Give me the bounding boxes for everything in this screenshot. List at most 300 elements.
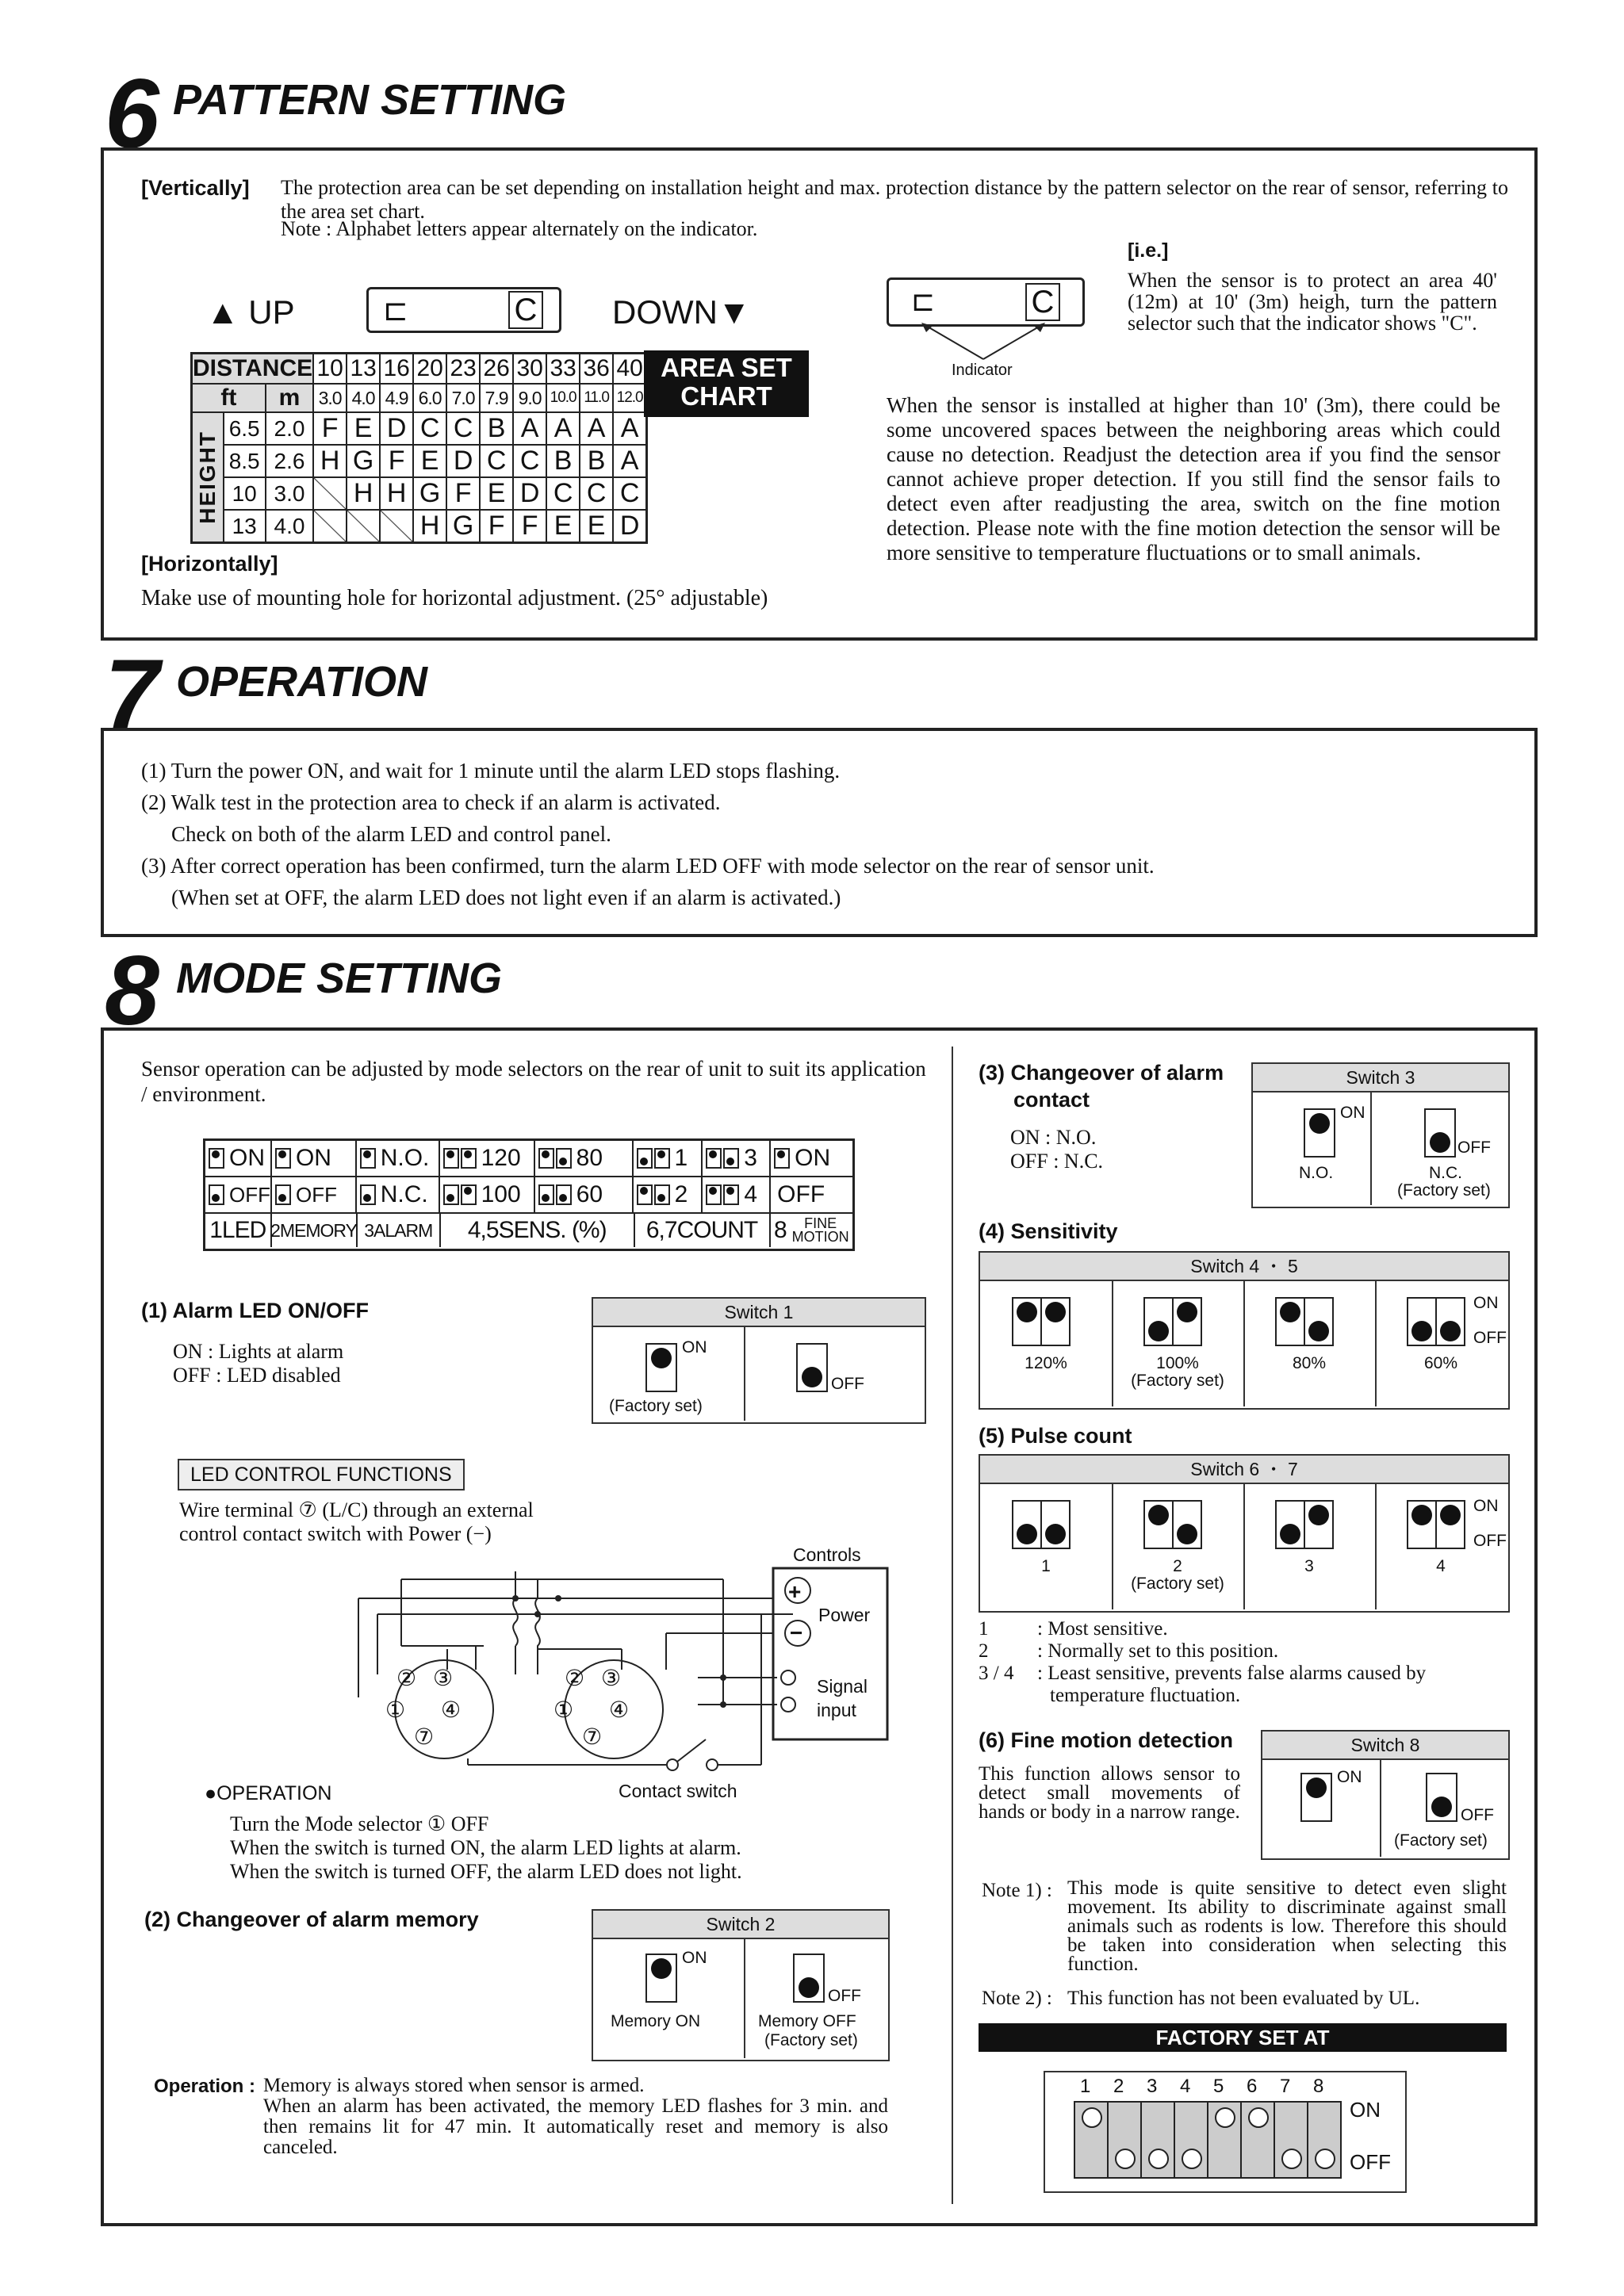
pattern-cell: G: [347, 445, 380, 477]
alarm-led-on-desc: ON : Lights at alarm: [173, 1340, 344, 1363]
switch-divider: [1380, 1760, 1381, 1857]
switch-option-label: 100%: [1156, 1354, 1199, 1372]
mini-switch-icon: [637, 1148, 653, 1169]
distance-m-cell: 4.0: [347, 384, 380, 412]
dip-knob: [651, 1958, 672, 1979]
dip-knob: [1280, 1302, 1300, 1322]
plus-icon: +: [788, 1579, 802, 1604]
mode-label: 6,7COUNT: [645, 1217, 758, 1243]
distance-m-cell: 9.0: [513, 384, 546, 412]
pattern-cell: E: [546, 510, 580, 543]
area-set-table: [190, 352, 648, 544]
switch-8-header: Switch 8: [1262, 1732, 1508, 1760]
switch-divider: [1370, 1093, 1372, 1205]
distance-ft-cell: 16: [380, 354, 413, 385]
contact-switch-label: Contact switch: [619, 1781, 737, 1801]
dip-knob: [1430, 1132, 1450, 1153]
switch-divider: [1243, 1484, 1245, 1609]
factory-set-label: (Factory set): [1131, 1575, 1224, 1593]
dip-split: [1304, 1299, 1305, 1345]
mini-switch-icon: [556, 1184, 572, 1205]
factory-switch-knob: [1182, 2149, 1202, 2169]
factory-switch: [1174, 2101, 1208, 2179]
factory-switch: [1274, 2101, 1308, 2179]
dip-knob: [1308, 1321, 1329, 1341]
mode-cell: [205, 1177, 272, 1212]
mini-switch-icon: [723, 1148, 739, 1169]
mode-label: 4,5SENS. (%): [467, 1217, 607, 1243]
power-label: Power: [818, 1605, 871, 1625]
dual-dip-switch: [1407, 1500, 1465, 1549]
indicator-display: [887, 277, 1085, 327]
dual-dip-switch: [1275, 1297, 1334, 1346]
dip-knob: [1017, 1302, 1037, 1322]
pattern-cell: F: [380, 445, 413, 477]
sensitivity-title: (4) Sensitivity: [979, 1219, 1118, 1243]
area-set-chart: [190, 352, 648, 544]
up-label: ▲ UP: [206, 293, 295, 331]
switch-divider: [1375, 1281, 1377, 1406]
section-number: 8: [105, 936, 156, 1046]
mode-cell: [205, 1141, 272, 1176]
pattern-cell: C: [580, 477, 613, 510]
factory-switch-knob: [1082, 2107, 1102, 2128]
mini-switch-icon: [275, 1184, 291, 1205]
mode-cell: [535, 1177, 634, 1212]
distance-ft-cell: 36: [580, 354, 613, 385]
dip-switch-8-off: [1426, 1773, 1457, 1822]
mini-switch-icon: [538, 1184, 554, 1205]
ft-header: ft: [192, 384, 266, 412]
mode-cell-value: 80: [576, 1145, 603, 1171]
pattern-cell: C: [446, 412, 480, 445]
factory-switch-number: 3: [1147, 2076, 1158, 2097]
factory-switch-knob: [1148, 2149, 1169, 2169]
operation-line-3: Check on both of the alarm LED and control panel.: [171, 822, 611, 846]
pulse-note-val-3: : Least sensitive, prevents false alarms caused by: [1037, 1663, 1427, 1684]
mini-switch-icon: [275, 1148, 291, 1169]
alarm-contact-title-1: (3) Changeover of alarm: [979, 1061, 1224, 1085]
dual-dip-switch: [1275, 1500, 1334, 1549]
factory-switch-number: 2: [1113, 2076, 1124, 2097]
dual-dip-switch: [1012, 1500, 1071, 1549]
switch-divider: [744, 1939, 745, 2058]
distance-m-cell: 10.0: [546, 384, 580, 412]
mini-switch-icon: [706, 1184, 722, 1205]
vertically-label: [Vertically]: [141, 176, 250, 200]
controls-label: Controls: [793, 1544, 861, 1565]
motion-label: MOTION: [791, 1229, 849, 1245]
dip-switch-3-off: [1424, 1108, 1456, 1158]
off-label: OFF: [1457, 1138, 1491, 1157]
dual-dip-switch: [1143, 1500, 1202, 1549]
mode-cell-value: N.C.: [380, 1181, 428, 1207]
operation-line-2: (2) Walk test in the protection area to check if an alarm is activated.: [141, 790, 721, 814]
pattern-cell: F: [480, 510, 513, 543]
operation-heading: ●OPERATION: [205, 1782, 332, 1804]
distance-ft-cell: 23: [446, 354, 480, 385]
distance-ft-cell: 33: [546, 354, 580, 385]
mode-function-cell: [358, 1214, 441, 1247]
factory-switch: [1307, 2101, 1342, 2179]
on-label: ON: [682, 1949, 707, 1967]
dip-switch-3-on: [1304, 1108, 1335, 1158]
terminal-1: ①: [553, 1697, 574, 1722]
mode-cell-value: 100: [481, 1181, 521, 1207]
terminal-7: ⑦: [582, 1724, 603, 1749]
dip-knob: [1411, 1505, 1432, 1525]
factory-switch-knob: [1115, 2149, 1136, 2169]
factory-switch: [1240, 2101, 1275, 2179]
dip-knob: [802, 1367, 822, 1387]
switch-45-box: [979, 1251, 1510, 1410]
distance-m-cell: 7.9: [480, 384, 513, 412]
mode-intro: Sensor operation can be adjusted by mode selectors on the rear of unit to suit its application / environment.: [141, 1057, 926, 1106]
pattern-cell: B: [580, 445, 613, 477]
pattern-cell: B: [480, 412, 513, 445]
factory-on-label: ON: [1350, 2098, 1381, 2122]
dip-knob: [1148, 1321, 1169, 1341]
pattern-cell: G: [413, 477, 446, 510]
dip-split: [1304, 1502, 1305, 1548]
switch-divider: [744, 1327, 745, 1421]
mini-switch-icon: [209, 1184, 224, 1205]
off-label: OFF: [1473, 1532, 1507, 1550]
pulse-note-val-2: : Normally set to this position.: [1037, 1640, 1279, 1662]
switch-2-box: [592, 1909, 890, 2061]
pattern-cell: A: [613, 412, 647, 445]
horizontally-text: Make use of mounting hole for horizontal adjustment. (25° adjustable): [141, 586, 768, 610]
switch-option-label: 80%: [1292, 1354, 1327, 1372]
height-m-cell: 3.0: [266, 477, 313, 510]
ie-label: [i.e.]: [1128, 239, 1169, 262]
dip-knob: [1440, 1505, 1461, 1525]
switch-2-header: Switch 2: [593, 1911, 888, 1939]
factory-switch-number: 4: [1180, 2076, 1191, 2097]
operation-line-5: (When set at OFF, the alarm LED does not light even if an alarm is activated.): [171, 886, 841, 909]
distance-m-cell: 3.0: [313, 384, 347, 412]
factory-set-label: (Factory set): [609, 1397, 703, 1415]
led-control-text-1: Wire terminal ⑦ (L/C) through an external: [179, 1498, 534, 1521]
dip-split: [1172, 1502, 1174, 1548]
fine-motion-text: This function allows sensor to detect small movements of hands or body in a narrow range.: [979, 1763, 1240, 1823]
indicator-arrows: [887, 321, 1080, 361]
distance-ft-cell: 10: [313, 354, 347, 385]
distance-m-cell: 7.0: [446, 384, 480, 412]
height-ft-cell: 10: [224, 477, 266, 510]
alarm-contact-off-desc: OFF : N.C.: [1010, 1150, 1104, 1173]
mini-switch-icon: [706, 1148, 722, 1169]
note-2-text: This function has not been evaluated by UL.: [1067, 1988, 1420, 2009]
mini-switch-icon: [443, 1148, 459, 1169]
pattern-cell: C: [513, 445, 546, 477]
terminal-4: ④: [609, 1697, 630, 1722]
mini-switch-icon: [774, 1148, 790, 1169]
mode-cell: [703, 1141, 771, 1176]
m-header: m: [266, 384, 313, 412]
pattern-cell: F: [513, 510, 546, 543]
mini-switch-icon: [461, 1148, 477, 1169]
factory-switch-number: 5: [1213, 2076, 1224, 2097]
mode-cell: [634, 1141, 703, 1176]
mini-switch-icon: [637, 1184, 653, 1205]
switch-3-header: Switch 3: [1253, 1064, 1508, 1093]
terminal-2: ②: [396, 1666, 417, 1690]
switch-3-box: [1251, 1062, 1510, 1208]
factory-switch: [1074, 2101, 1109, 2179]
alarm-memory-title: (2) Changeover of alarm memory: [144, 1908, 479, 1931]
pattern-cell: G: [446, 510, 480, 543]
height-m-cell: 4.0: [266, 510, 313, 543]
area-set-line1: AREA SET: [661, 353, 792, 382]
switch-45-header: Switch 4 ・ 5: [980, 1253, 1508, 1281]
pattern-cell: H: [347, 477, 380, 510]
off-label: OFF: [828, 1987, 861, 2005]
nc-label: N.C.: [1429, 1164, 1462, 1182]
mode-cell-value: 2: [674, 1181, 688, 1207]
factory-switch-knob: [1281, 2149, 1302, 2169]
terminal-1: ①: [385, 1697, 406, 1722]
on-label: ON: [1473, 1294, 1499, 1312]
pattern-cell: C: [413, 412, 446, 445]
pulse-note-key-3: 3 / 4: [979, 1663, 1014, 1684]
terminal-3: ③: [601, 1666, 622, 1690]
mini-switch-icon: [360, 1184, 376, 1205]
operation-line-1: (1) Turn the power ON, and wait for 1 minute until the alarm LED stops flashing.: [141, 759, 841, 783]
distance-m-cell: 4.9: [380, 384, 413, 412]
alarm-contact-title-2: contact: [1013, 1088, 1090, 1112]
pulse-note-key-2: 2: [979, 1640, 989, 1662]
pattern-cell: D: [613, 510, 647, 543]
factory-set-box: [1044, 2071, 1407, 2193]
section-title: OPERATION: [176, 658, 428, 706]
dip-switch-8-on: [1300, 1773, 1332, 1822]
distance-m-cell: 11.0: [580, 384, 613, 412]
mode-cell-value: ON: [295, 1145, 331, 1171]
pattern-cell: E: [413, 445, 446, 477]
pulse-note-key-1: 1: [979, 1618, 989, 1640]
mode-cell: [357, 1177, 440, 1212]
empty-cell: [313, 477, 347, 510]
terminal-4: ④: [441, 1697, 462, 1722]
empty-cell: [313, 510, 347, 543]
pulse-note-cont: temperature fluctuation.: [1050, 1685, 1241, 1706]
height-ft-cell: 8.5: [224, 445, 266, 477]
terminal-3: ③: [433, 1666, 454, 1690]
mini-switch-icon: [461, 1184, 477, 1205]
mode-function-cell: [771, 1214, 852, 1247]
distance-ft-cell: 20: [413, 354, 446, 385]
switch-67-box: [979, 1454, 1510, 1613]
factory-switch-number: 6: [1247, 2076, 1258, 2097]
switch-option-label: 3: [1304, 1557, 1314, 1575]
mode-label: 2MEMORY: [270, 1219, 357, 1241]
pattern-cell: E: [480, 477, 513, 510]
high-install-text: When the sensor is installed at higher than 10' (3m), there could be some uncovered spaces between the neighboring areas which could cause no detection. Readjust the detection area if you find the sensor cannot achieve proper detection. If you still find the sensor fails to detect even after readjusting the area, switch on the fine motion detection. Please note with the fine motion detection the sensor will be more sensitive to temperature fluctuations or to small animals.: [887, 393, 1500, 564]
memory-operation-label: Operation :: [154, 2076, 256, 2097]
dip-split: [1435, 1299, 1437, 1345]
alarm-contact-on-desc: ON : N.O.: [1010, 1126, 1097, 1149]
dip-knob: [1309, 1113, 1330, 1134]
fine-motion-title: (6) Fine motion detection: [979, 1728, 1233, 1752]
pattern-cell: F: [446, 477, 480, 510]
pattern-cell: B: [546, 445, 580, 477]
mode-function-cell: [205, 1214, 272, 1247]
dip-knob: [1431, 1797, 1452, 1817]
dip-switch-2-off: [793, 1954, 825, 2003]
section-title: PATTERN SETTING: [173, 76, 566, 124]
off-label: OFF: [831, 1375, 864, 1393]
memory-operation-text-1: Memory is always stored when sensor is armed.: [263, 2075, 645, 2096]
factory-switch: [1140, 2101, 1175, 2179]
distance-ft-cell: 40: [613, 354, 647, 385]
switch-option-label: 4: [1436, 1557, 1446, 1575]
mode-cell: [771, 1177, 852, 1212]
dip-knob: [1280, 1524, 1300, 1544]
distance-m-cell: 12.0: [613, 384, 647, 412]
switch-1-box: [592, 1297, 926, 1424]
off-label: OFF: [1473, 1329, 1507, 1347]
signal-label: Signal: [817, 1676, 868, 1697]
vertically-note: Note : Alphabet letters appear alternately on the indicator.: [281, 217, 758, 240]
mini-switch-icon: [360, 1148, 376, 1169]
mode-cell-value: 4: [744, 1181, 757, 1207]
pattern-cell: H: [380, 477, 413, 510]
switch-option-label: 2: [1173, 1557, 1182, 1575]
indicator-label: Indicator: [952, 362, 1013, 379]
mode-cell: [440, 1177, 535, 1212]
mode-label: 3ALARM: [364, 1219, 433, 1241]
led-control-title: LED CONTROL FUNCTIONS: [178, 1459, 465, 1490]
distance-header: DISTANCE: [192, 354, 314, 385]
led-control-text-2: control contact switch with Power (−): [179, 1522, 492, 1545]
mode-cell: [272, 1141, 357, 1176]
mini-switch-icon: [538, 1148, 554, 1169]
pattern-cell: C: [546, 477, 580, 510]
mini-switch-icon: [654, 1148, 670, 1169]
pattern-display: [366, 287, 561, 333]
terminal-2: ②: [565, 1666, 585, 1690]
distance-ft-cell: 26: [480, 354, 513, 385]
section-number: 7: [105, 640, 156, 749]
dual-dip-switch: [1143, 1297, 1202, 1346]
dip-knob: [799, 1977, 819, 1998]
height-ft-cell: 13: [224, 510, 266, 543]
dip-knob: [1440, 1321, 1461, 1341]
memory-off-label: Memory OFF: [758, 2012, 856, 2030]
mode-cell-value: N.O.: [380, 1145, 430, 1171]
dip-split: [1040, 1502, 1042, 1548]
mode-cell: [703, 1177, 771, 1212]
switch-option-label: 1: [1041, 1557, 1051, 1575]
mode-selector-table: [203, 1138, 855, 1251]
pattern-cell: A: [613, 445, 647, 477]
dip-knob: [651, 1348, 672, 1368]
on-label: ON: [682, 1338, 707, 1357]
down-label: DOWN▼: [612, 293, 751, 331]
dip-knob: [1148, 1505, 1169, 1525]
ie-text: When the sensor is to protect an area 40' (12m) at 10' (3m) heigh, turn the pattern selector such that the indicator shows "C".: [1128, 269, 1497, 335]
operation-step-3: When the switch is turned OFF, the alarm LED does not light.: [230, 1860, 742, 1883]
alarm-led-off-desc: OFF : LED disabled: [173, 1364, 341, 1387]
pattern-cell: A: [546, 412, 580, 445]
dip-knob: [1017, 1524, 1037, 1544]
mini-switch-icon: [654, 1184, 670, 1205]
dual-dip-switch: [1012, 1297, 1071, 1346]
memory-operation-text-2: When an alarm has been activated, the memory LED flashes for 3 min. and then remains lit for 47 min. It automatically reset and memory is also canceled.: [263, 2095, 888, 2158]
dip-switch-1-on: [645, 1343, 677, 1392]
pattern-cell: C: [613, 477, 647, 510]
section-title: MODE SETTING: [176, 955, 503, 1002]
distance-ft-cell: 13: [347, 354, 380, 385]
factory-set-label: (Factory set): [1131, 1372, 1224, 1390]
minus-icon: −: [790, 1621, 803, 1645]
switch-67-header: Switch 6 ・ 7: [980, 1456, 1508, 1484]
dip-knob: [1177, 1524, 1197, 1544]
pattern-cell: H: [313, 445, 347, 477]
switch-option-label: 60%: [1423, 1354, 1458, 1372]
distance-ft-cell: 30: [513, 354, 546, 385]
mode-function-cell: [635, 1214, 771, 1247]
mini-switch-icon: [723, 1184, 739, 1205]
pattern-cell: H: [413, 510, 446, 543]
factory-set-label: (Factory set): [1397, 1181, 1491, 1200]
dual-dip-switch: [1407, 1297, 1465, 1346]
factory-off-label: OFF: [1350, 2150, 1391, 2174]
height-m-cell: 2.0: [266, 412, 313, 445]
height-ft-cell: 6.5: [224, 412, 266, 445]
operation-step-1: Turn the Mode selector ① OFF: [230, 1812, 489, 1835]
switch-divider: [1375, 1484, 1377, 1609]
mode-label: 8: [773, 1217, 787, 1243]
pattern-cell: A: [513, 412, 546, 445]
height-m-cell: 2.6: [266, 445, 313, 477]
mini-switch-icon: [443, 1184, 459, 1205]
factory-switch-number: 1: [1080, 2076, 1091, 2097]
empty-cell: [380, 510, 413, 543]
memory-on-label: Memory ON: [611, 2012, 701, 2030]
switch-divider: [1243, 1281, 1245, 1406]
pulse-note-val-1: : Most sensitive.: [1037, 1618, 1168, 1640]
terminal-7: ⑦: [414, 1724, 435, 1749]
mode-cell-value: 60: [576, 1181, 603, 1207]
pattern-cell: D: [513, 477, 546, 510]
switch-option-label: 120%: [1025, 1354, 1067, 1372]
dip-split: [1172, 1299, 1174, 1345]
pattern-cell: E: [347, 412, 380, 445]
factory-switch-knob: [1248, 2107, 1269, 2128]
mode-cell-value: OFF: [296, 1182, 337, 1207]
mode-cell: [357, 1141, 440, 1176]
pattern-cell: D: [446, 445, 480, 477]
factory-set-label: (Factory set): [1394, 1831, 1488, 1850]
display-right-digit: C: [508, 291, 543, 329]
factory-switch-number: 8: [1313, 2076, 1324, 2097]
height-header: HEIGHT: [194, 430, 220, 524]
indicator-left-digit: ⊏: [911, 285, 936, 317]
section-number: 6: [105, 59, 156, 169]
factory-switch-knob: [1215, 2107, 1235, 2128]
mode-cell-value: ON: [795, 1145, 831, 1171]
factory-switch: [1207, 2101, 1242, 2179]
mode-cell: [440, 1141, 535, 1176]
input-label: input: [817, 1700, 856, 1720]
factory-switch-knob: [1315, 2149, 1335, 2169]
pulse-count-title: (5) Pulse count: [979, 1424, 1132, 1448]
area-set-chart-label: [644, 350, 809, 417]
horizontally-label: [Horizontally]: [141, 552, 278, 576]
dip-knob: [1308, 1505, 1329, 1525]
